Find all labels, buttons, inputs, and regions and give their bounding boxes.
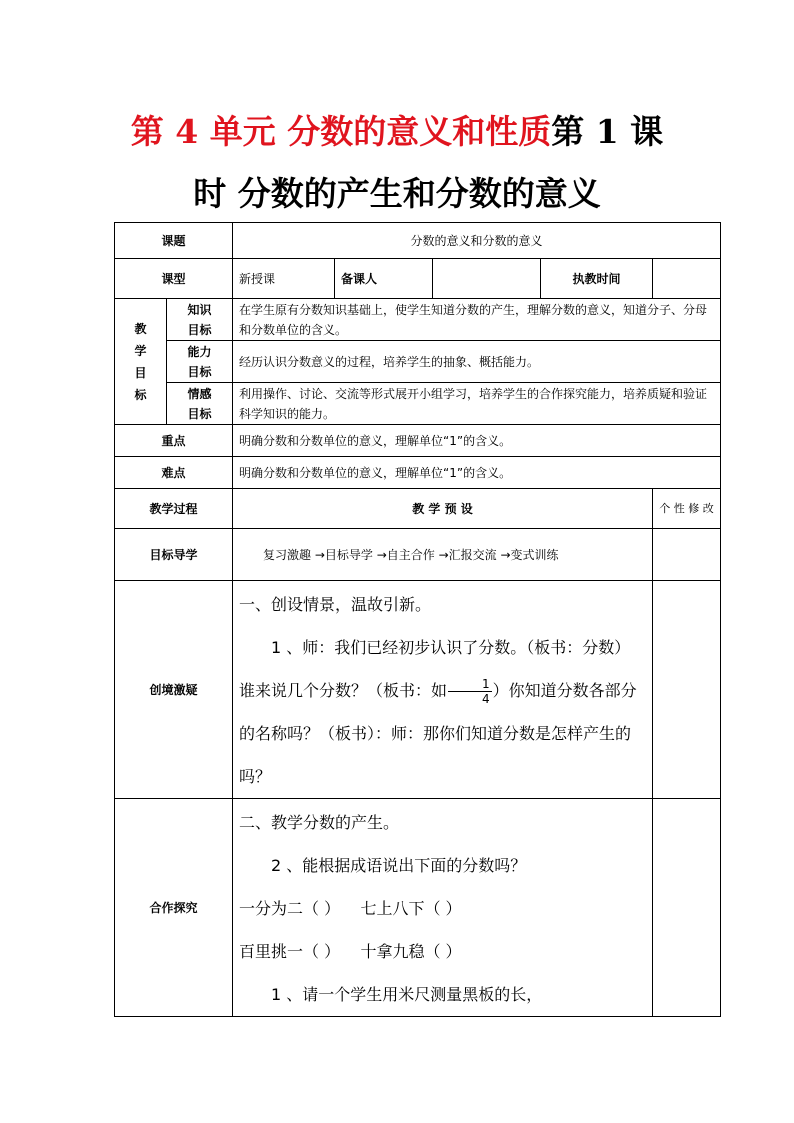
xiugai-label: 个 性 修 改 (653, 489, 721, 529)
chuangjing-heading: 一、创设情景，温故引新。 (239, 595, 432, 614)
hezuo-content (233, 799, 653, 1017)
goal-emotion-label (167, 383, 233, 425)
title-black-part: 第 1 课 (551, 112, 664, 151)
yushe-label: 教 学 预 设 (233, 489, 653, 529)
idiom-row-1 (239, 887, 646, 930)
goal-label-line: 情感 (187, 386, 212, 401)
goal-ability-text: 经历认识分数意义的过程，培养学生的抽象、概括能力。 (233, 341, 721, 383)
doc-title-line1 (0, 106, 794, 153)
goals-label-char: 教 (134, 321, 147, 336)
zhijiao-label: 执教时间 (541, 259, 653, 299)
hezuo-question: 2 、能根据成语说出下面的分数吗？ (271, 856, 527, 875)
chuangjing-content (233, 581, 653, 799)
hezuo-note (653, 799, 721, 1017)
doc-title-line2: 时 分数的产生和分数的意义 (193, 174, 601, 213)
chuangjing-note (653, 581, 721, 799)
goal-knowledge-text: 在学生原有分数知识基础上，使学生知道分数的产生，理解分数的意义，知道分子、分母和分数单位的含义。 (233, 299, 721, 341)
idiom-2: 七上八下（ ） (360, 899, 462, 918)
hezuo-step: 1 、请一个学生用米尺测量黑板的长， (271, 985, 543, 1004)
keti-label: 课题 (115, 223, 233, 259)
lesson-plan-table (114, 222, 721, 1017)
chuangjing-label: 创境激疑 (115, 581, 233, 799)
keti-value: 分数的意义和分数的意义 (233, 223, 721, 259)
mubiao-text: 复习激趣 →目标导学 →自主合作 →汇报交流 →变式训练 (233, 529, 653, 581)
goal-knowledge-label (167, 299, 233, 341)
mubiao-note (653, 529, 721, 581)
zhijiao-value (653, 259, 721, 299)
idiom-row-2 (239, 930, 646, 973)
fraction-one-quarter (448, 677, 492, 706)
goals-label-char: 学 (134, 343, 147, 358)
goal-label-line: 目标 (187, 364, 212, 379)
hezuo-heading: 二、教学分数的产生。 (239, 813, 400, 832)
goal-label-line: 目标 (187, 322, 212, 337)
goal-emotion-text: 利用操作、讨论、交流等形式展开小组学习，培养学生的合作探究能力，培养质疑和验证科学知识的能力。 (233, 383, 721, 425)
fraction-numerator: 1 (448, 677, 492, 692)
zhongdian-text: 明确分数和分数单位的意义，理解单位“1”的含义。 (233, 425, 721, 457)
nandian-label: 难点 (115, 457, 233, 489)
mubiao-label: 目标导学 (115, 529, 233, 581)
hezuo-label: 合作探究 (115, 799, 233, 1017)
chuangjing-text-a: 1 、师：我们已经初步认识了分数。（板书：分数）谁来说几个分数？（板书：如 (239, 638, 631, 700)
beikeren-value (433, 259, 541, 299)
chuangjing-paragraph (239, 626, 646, 798)
goal-label-line: 知识 (187, 302, 212, 317)
title-red-part: 第 4 单元 分数的意义和性质 (130, 112, 552, 151)
goals-label-char: 目 (134, 365, 147, 380)
goals-label (115, 299, 167, 425)
kexing-label: 课型 (115, 259, 233, 299)
nandian-text: 明确分数和分数单位的意义，理解单位“1”的含义。 (233, 457, 721, 489)
process-label: 教学过程 (115, 489, 233, 529)
goals-label-char: 标 (134, 387, 147, 402)
zhongdian-label: 重点 (115, 425, 233, 457)
kexing-value: 新授课 (233, 259, 335, 299)
goal-label-line: 能力 (187, 344, 212, 359)
idiom-4: 十拿九稳（ ） (360, 942, 462, 961)
fraction-denominator: 4 (482, 692, 490, 706)
chuangjing-text-b: ）你知道分数各部分的名称吗？（板书）：师：那你们知道分数是怎样产生的吗？ (239, 681, 637, 786)
idiom-1: 一分为二（ ） (239, 899, 341, 918)
goal-ability-label (167, 341, 233, 383)
idiom-3: 百里挑一（ ） (239, 942, 341, 961)
beikeren-label: 备课人 (335, 259, 433, 299)
goal-label-line: 目标 (187, 406, 212, 421)
